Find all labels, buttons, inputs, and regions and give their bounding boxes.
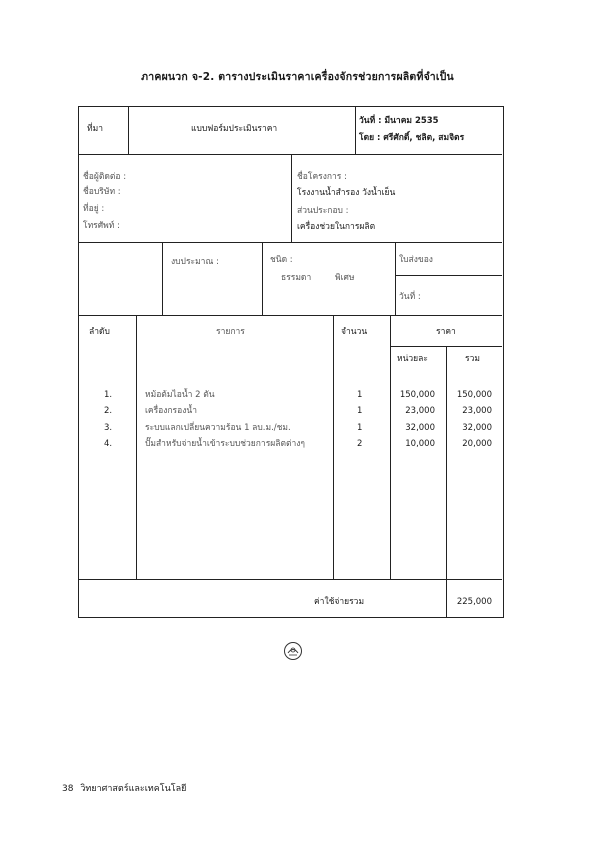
col-header-price: ราคา: [436, 327, 456, 337]
col-header-qty: จำนวน: [341, 327, 368, 337]
row-qty: 1: [357, 423, 363, 433]
row-total: 20,000: [462, 439, 492, 449]
section-value: เครื่องช่วยในการผลิต: [297, 222, 376, 232]
vline-unit: [446, 346, 447, 579]
row-qty: 1: [357, 406, 363, 416]
divider-delivery: [395, 275, 502, 276]
vline-no: [136, 315, 137, 579]
delivery-label: ใบส่งของ: [399, 255, 433, 265]
row-item: ปั๊มสำหรับจ่ายน้ำเข้าระบบช่วยการผลิตต่างๆ: [145, 439, 305, 449]
budget-label: งบประมาณ :: [171, 257, 219, 267]
row-no: 1.: [104, 390, 113, 400]
total-value: 225,000: [456, 597, 492, 607]
row-unit-price: 32,000: [405, 423, 435, 433]
row-item: ระบบแลกเปลี่ยนความร้อน 1 ลบ.ม./ชม.: [145, 423, 291, 433]
col-header-unit: หน่วยละ: [397, 354, 428, 364]
vline-date: [355, 107, 356, 154]
row-total: 150,000: [456, 390, 492, 400]
divider-total: [79, 579, 502, 580]
contact-field: ชื่อผู้ติดต่อ :: [83, 172, 127, 182]
divider-client: [79, 242, 502, 243]
vline-source: [128, 107, 129, 154]
company-field: ชื่อบริษัท :: [83, 187, 121, 197]
publication-name: วิทยาศาสตร์และเทคโนโลยี: [80, 784, 187, 794]
phone-field: โทรศัพท์ :: [83, 221, 120, 231]
project-value: โรงงานน้ำสำรอง วังน้ำเย็น: [297, 188, 396, 198]
delivery-date-label: วันที่ :: [399, 292, 421, 302]
row-no: 3.: [104, 423, 113, 433]
vline-budget: [162, 242, 163, 315]
row-item: เครื่องกรองน้ำ: [145, 406, 197, 416]
source-label: ที่มา: [87, 124, 103, 134]
type-label: ชนิด :: [270, 255, 293, 265]
date-line: วันที่ : มีนาคม 2535: [359, 116, 439, 126]
form-name: แบบฟอร์มประเมินราคา: [191, 124, 278, 134]
vline-project: [291, 154, 292, 242]
row-unit-price: 23,000: [405, 406, 435, 416]
row-unit-price: 10,000: [405, 439, 435, 449]
col-header-item: รายการ: [216, 327, 245, 337]
row-total: 23,000: [462, 406, 492, 416]
address-field: ที่อยู่ :: [83, 204, 105, 214]
estimate-form: [78, 106, 504, 618]
type-option-normal: ธรรมดา: [281, 273, 312, 283]
row-no: 4.: [104, 439, 113, 449]
row-qty: 1: [357, 390, 363, 400]
page-number: 38: [62, 784, 74, 794]
row-item: หม้อต้มไอน้ำ 2 ตัน: [145, 390, 215, 400]
row-unit-price: 150,000: [399, 390, 435, 400]
vline-delivery: [395, 242, 396, 315]
divider-budget: [79, 315, 502, 316]
col-header-total: รวม: [465, 354, 480, 364]
section-label: ส่วนประกอบ :: [297, 206, 349, 216]
page-footer: [62, 781, 186, 795]
project-label: ชื่อโครงการ :: [297, 172, 347, 182]
row-qty: 2: [357, 439, 363, 449]
vline-type: [262, 242, 263, 315]
seal-emblem-icon: [283, 641, 303, 661]
row-total: 32,000: [462, 423, 492, 433]
author-line: โดย : ศรีศักดิ์, ชลิต, สมจิตร: [359, 133, 465, 143]
vline-item: [333, 315, 334, 579]
page-title: ภาคผนวก จ-2. ตารางประเมินราคาเครื่องจักรช่วยการผลิตที่จำเป็น: [141, 71, 454, 83]
type-option-special: พิเศษ: [335, 273, 355, 283]
total-label: ค่าใช้จ่ายรวม: [314, 597, 365, 607]
row-no: 2.: [104, 406, 113, 416]
col-header-no: ลำดับ: [89, 327, 110, 337]
